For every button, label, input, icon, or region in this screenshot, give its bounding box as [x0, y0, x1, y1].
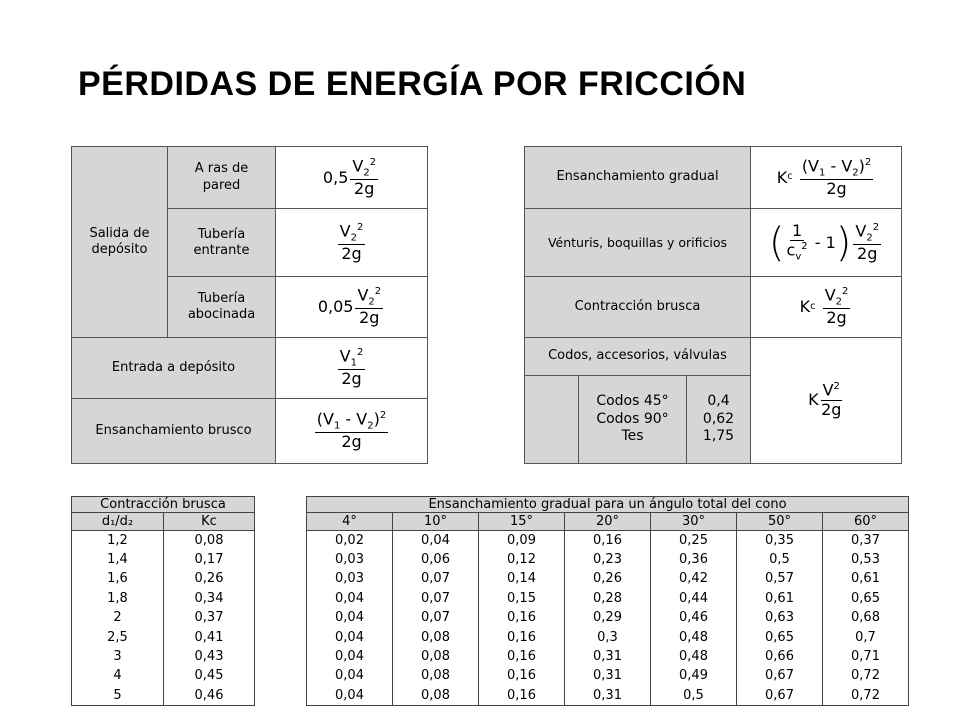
coefficient-cell: 0,15 — [479, 589, 565, 608]
coefficient-cell: 0,26 — [565, 569, 651, 588]
coefficient-cell: 0,04 — [307, 608, 393, 627]
coefficient-cell: 0,49 — [651, 666, 737, 685]
angle-header: 50° — [737, 513, 823, 531]
table-row — [307, 569, 909, 588]
outlet-losses-table — [71, 146, 428, 464]
coefficient-cell: 0,08 — [393, 686, 479, 705]
coefficient-cell: 0,07 — [393, 569, 479, 588]
expansion-table-title: Ensanchamiento gradual para un ángulo total del cono — [307, 497, 909, 513]
formula-abocinada: 0,05 $V_2^2$ 2g — [276, 277, 428, 337]
coefficient-cell: 0,44 — [651, 589, 737, 608]
table-row — [72, 666, 255, 685]
coefficient-cell: 0,48 — [651, 647, 737, 666]
codos-label: Codos, accesorios, válvulas — [525, 337, 751, 375]
codos-values: 0,4 0,62 1,75 — [687, 375, 751, 463]
d-ratio-cell: 2 — [72, 608, 164, 627]
angle-header: 15° — [479, 513, 565, 531]
coefficient-cell: 0,29 — [565, 608, 651, 627]
d-ratio-cell: 1,6 — [72, 569, 164, 588]
coefficient-cell: 0,36 — [651, 550, 737, 569]
angle-header: 4° — [307, 513, 393, 531]
coefficient-cell: 0,08 — [393, 647, 479, 666]
venturis-label: Vénturis, boquillas y orificios — [525, 209, 751, 277]
coefficient-cell: 0,03 — [307, 550, 393, 569]
coefficient-cell: 0,31 — [565, 666, 651, 685]
coefficient-cell: 0,02 — [307, 531, 393, 550]
coefficient-cell: 0,16 — [479, 647, 565, 666]
table-row — [72, 627, 255, 646]
d-ratio-cell: 2,5 — [72, 627, 164, 646]
angle-header: 30° — [651, 513, 737, 531]
codos-items: Codos 45° Codos 90° Tes — [579, 375, 687, 463]
coefficient-cell: 0,31 — [565, 647, 651, 666]
kc-cell: 0,34 — [164, 589, 255, 608]
coefficient-cell: 0,37 — [823, 531, 909, 550]
coefficient-cell: 0,16 — [479, 627, 565, 646]
coefficient-cell: 0,07 — [393, 589, 479, 608]
coefficient-cell: 0,16 — [479, 686, 565, 705]
coefficient-cell: 0,72 — [823, 686, 909, 705]
kc-cell: 0,46 — [164, 686, 255, 705]
table-row — [307, 550, 909, 569]
coefficient-cell: 0,48 — [651, 627, 737, 646]
coefficient-cell: 0,7 — [823, 627, 909, 646]
coefficient-cell: 0,16 — [565, 531, 651, 550]
coefficient-cell: 0,3 — [565, 627, 651, 646]
kc-cell: 0,08 — [164, 531, 255, 550]
fitting-losses-table — [524, 146, 902, 464]
coefficient-cell: 0,35 — [737, 531, 823, 550]
coefficient-cell: 0,72 — [823, 666, 909, 685]
coefficient-cell: 0,12 — [479, 550, 565, 569]
d-ratio-cell: 1,4 — [72, 550, 164, 569]
table-row — [72, 550, 255, 569]
ensanchamiento-gradual-label: Ensanchamiento gradual — [525, 147, 751, 209]
coefficient-cell: 0,67 — [737, 666, 823, 685]
coefficient-cell: 0,71 — [823, 647, 909, 666]
coefficient-cell: 0,08 — [393, 627, 479, 646]
coefficient-cell: 0,31 — [565, 686, 651, 705]
tuberia-entrante-label: Tubería entrante — [168, 209, 276, 277]
coefficient-cell: 0,16 — [479, 666, 565, 685]
d-ratio-cell: 4 — [72, 666, 164, 685]
formula-ensanchamiento-gradual: K c $(V_1 - V_2)^2$ 2g — [751, 147, 902, 209]
table-row — [307, 589, 909, 608]
coefficient-cell: 0,04 — [307, 666, 393, 685]
angle-header: 10° — [393, 513, 479, 531]
table-row — [72, 647, 255, 666]
angle-header: 60° — [823, 513, 909, 531]
table-row — [72, 608, 255, 627]
coefficient-cell: 0,61 — [737, 589, 823, 608]
d-ratio-cell: 1,2 — [72, 531, 164, 550]
coefficient-cell: 0,04 — [393, 531, 479, 550]
coefficient-cell: 0,09 — [479, 531, 565, 550]
formula-ras: 0,5 $V_2^2$ 2g — [276, 147, 428, 209]
coefficient-cell: 0,06 — [393, 550, 479, 569]
table-row — [307, 647, 909, 666]
kc-cell: 0,37 — [164, 608, 255, 627]
coefficient-cell: 0,23 — [565, 550, 651, 569]
expansion-coefficients-table — [306, 496, 909, 706]
header-kc: Kc — [164, 513, 255, 531]
coefficient-cell: 0,5 — [651, 686, 737, 705]
kc-cell: 0,45 — [164, 666, 255, 685]
coefficient-cell: 0,46 — [651, 608, 737, 627]
coefficient-cell: 0,5 — [737, 550, 823, 569]
ras-de-pared-label: A ras de pared — [168, 147, 276, 209]
coefficient-cell: 0,25 — [651, 531, 737, 550]
coefficient-cell: 0,53 — [823, 550, 909, 569]
formula-codos: K $V^2$ 2g — [751, 337, 902, 463]
codos-spacer — [525, 375, 579, 463]
coefficient-cell: 0,66 — [737, 647, 823, 666]
kc-cell: 0,41 — [164, 627, 255, 646]
kc-cell: 0,26 — [164, 569, 255, 588]
d-ratio-cell: 5 — [72, 686, 164, 705]
coefficient-cell: 0,04 — [307, 647, 393, 666]
contraction-table-title: Contracción brusca — [72, 497, 255, 513]
table-row — [307, 627, 909, 646]
salida-deposito-label: Salida de depósito — [72, 147, 168, 338]
formula-ensanchamiento-brusco: $(V_1 - V_2)^2$ 2g — [276, 398, 428, 463]
coefficient-cell: 0,04 — [307, 589, 393, 608]
d-ratio-cell: 1,8 — [72, 589, 164, 608]
coefficient-cell: 0,04 — [307, 627, 393, 646]
kc-cell: 0,43 — [164, 647, 255, 666]
ensanchamiento-brusco-label: Ensanchamiento brusco — [72, 398, 276, 463]
table-row — [307, 608, 909, 627]
d-ratio-cell: 3 — [72, 647, 164, 666]
coefficient-cell: 0,63 — [737, 608, 823, 627]
table-row — [72, 589, 255, 608]
table-row — [307, 531, 909, 550]
coefficient-cell: 0,03 — [307, 569, 393, 588]
coefficient-cell: 0,16 — [479, 608, 565, 627]
formula-entrada: $V_1^2$ 2g — [276, 337, 428, 398]
tuberia-abocinada-label: Tubería abocinada — [168, 277, 276, 337]
header-d1-d2: d₁/d₂ — [72, 513, 164, 531]
coefficient-cell: 0,65 — [737, 627, 823, 646]
formula-venturis: ( 1 $c_v^2$ - 1 ) $V_2^2$ 2g — [751, 209, 902, 277]
formula-entrante: $V_2^2$ 2g — [276, 209, 428, 277]
table-row — [72, 686, 255, 705]
coefficient-cell: 0,42 — [651, 569, 737, 588]
coefficient-cell: 0,08 — [393, 666, 479, 685]
coefficient-cell: 0,07 — [393, 608, 479, 627]
entrada-deposito-label: Entrada a depósito — [72, 337, 276, 398]
coefficient-cell: 0,65 — [823, 589, 909, 608]
coefficient-cell: 0,57 — [737, 569, 823, 588]
coefficient-cell: 0,28 — [565, 589, 651, 608]
formula-contraccion: K c $V_2^2$ 2g — [751, 277, 902, 337]
table-row — [72, 569, 255, 588]
kc-cell: 0,17 — [164, 550, 255, 569]
page-title: PÉRDIDAS DE ENERGÍA POR FRICCIÓN — [78, 65, 747, 103]
table-row — [307, 686, 909, 705]
table-row — [307, 666, 909, 685]
contraction-coefficients-table — [71, 496, 255, 706]
coefficient-cell: 0,68 — [823, 608, 909, 627]
coefficient-cell: 0,04 — [307, 686, 393, 705]
coefficient-cell: 0,67 — [737, 686, 823, 705]
coefficient-cell: 0,61 — [823, 569, 909, 588]
angle-header: 20° — [565, 513, 651, 531]
contraccion-brusca-label: Contracción brusca — [525, 277, 751, 337]
coefficient-cell: 0,14 — [479, 569, 565, 588]
table-row — [72, 531, 255, 550]
